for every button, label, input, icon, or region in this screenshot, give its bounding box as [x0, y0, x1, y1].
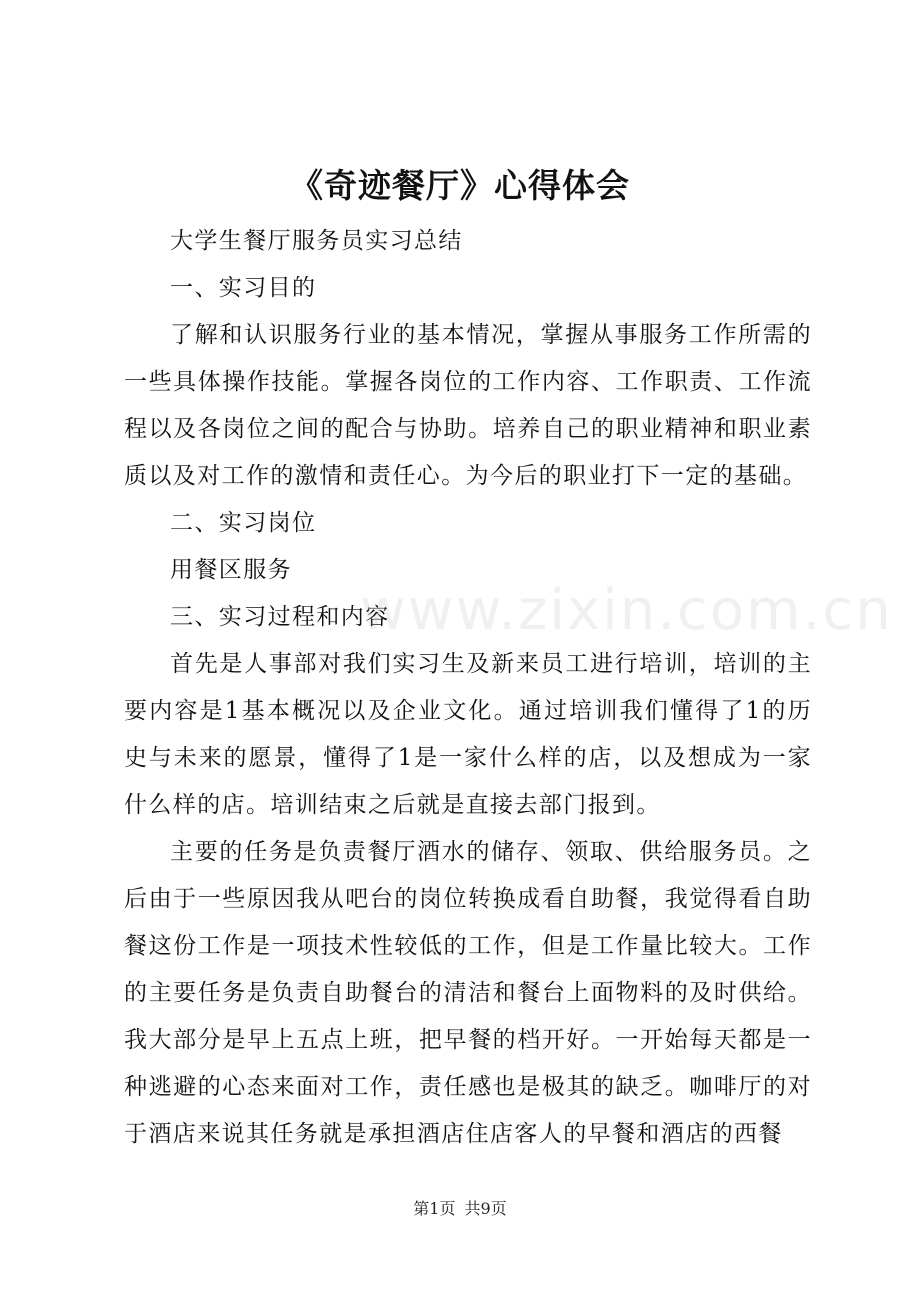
- watermark: www.zixin.com.cn: [360, 578, 893, 643]
- section-heading-1: 一、实习目的: [170, 275, 317, 301]
- page-total: 共9页: [464, 1199, 507, 1218]
- page-number: 第1页: [413, 1199, 456, 1218]
- body-paragraph: 主要的任务是负责餐厅酒水的储存、领取、供给服务员。之后由于一些原因我从吧台的岗位转换成看自助餐，我觉得看自助餐这份工作是一项技术性较低的工作，但是工作量比较大。工作的主要任务是负责自助餐台的清洁和餐台上面物料的及时供给。我大部分是早上五点上班，把早餐的档开好。一开始每天都是一种逃避的心态来面对工作，责任感也是极其的缺乏。咖啡厅的对于酒店来说其任务就是承担酒店住店客人的早餐和酒店的西餐: [124, 839, 812, 1147]
- section-heading-3: 三、实习过程和内容: [170, 604, 390, 630]
- body-paragraph: 用餐区服务: [170, 557, 292, 583]
- document-body: [124, 218, 812, 1158]
- page-footer: [0, 1196, 920, 1219]
- subtitle-paragraph: 大学生餐厅服务员实习总结: [170, 228, 463, 254]
- document-title: 《奇迹餐厅》心得体会: [290, 166, 630, 205]
- body-paragraph: 首先是人事部对我们实习生及新来员工进行培训，培训的主要内容是1基本概况以及企业文化。通过培训我们懂得了1的历史与未来的愿景，懂得了1是一家什么样的店，以及想成为一家什么样的店。培训结束之后就是直接去部门报到。: [124, 651, 812, 818]
- body-paragraph: 了解和认识服务行业的基本情况，掌握从事服务工作所需的一些具体操作技能。掌握各岗位的工作内容、工作职责、工作流程以及各岗位之间的配合与协助。培养自己的职业精神和职业素质以及对工作的激情和责任心。为今后的职业打下一定的基础。: [124, 322, 812, 489]
- section-heading-2: 二、实习岗位: [170, 510, 317, 536]
